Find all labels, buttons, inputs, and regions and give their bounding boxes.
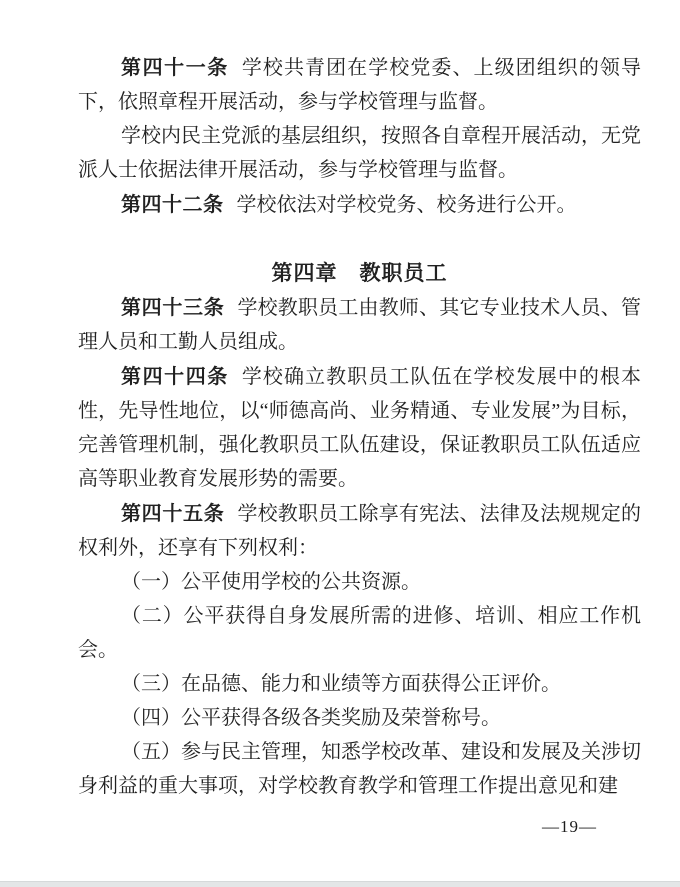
article-45-item-2: （二）公平获得自身发展所需的进修、培训、相应工作机会。 — [78, 605, 641, 661]
chapter-4-heading: 第四章 教职员工 — [271, 261, 448, 285]
article-43-number: 第四十三条 — [121, 295, 225, 319]
article-43-text: 学校教职员工由教师、其它专业技术人员、管理人员和工勤人员组成。 — [78, 297, 641, 353]
article-41-number: 第四十一条 — [121, 55, 229, 79]
article-41-subparagraph: 学校内民主党派的基层组织，按照各自章程开展活动，无党派人士依据法律开展活动，参与学校管理与监督。 — [78, 125, 641, 181]
article-41-paragraph — [78, 50, 641, 119]
article-45-text: 学校教职员工除享有宪法、法律及法规规定的权利外，还享有下列权利： — [78, 503, 641, 559]
article-45-item-4: （四）公平获得各级各类奖励及荣誉称号。 — [121, 707, 501, 729]
article-45-item-5: （五）参与民主管理，知悉学校改革、建设和发展及关涉切身利益的重大事项，对学校教育教学和管理工作提出意见和建 — [78, 741, 641, 797]
article-44-number: 第四十四条 — [121, 364, 229, 388]
article-45-item-3: （三）在品德、能力和业绩等方面获得公正评价。 — [121, 673, 561, 695]
article-44-text: 学校确立教职员工队伍在学校发展中的根本性，先导性地位，以“师德高尚、业务精通、专业发展”为目标，完善管理机制，强化教职员工队伍建设，保证教职员工队伍适应高等职业教育发展形势的需要。 — [78, 366, 642, 490]
article-42-text: 学校依法对学校党务、校务进行公开。 — [236, 194, 577, 216]
article-43-paragraph — [78, 290, 641, 359]
article-45-item-1: （一）公平使用学校的公共资源。 — [121, 571, 421, 593]
page-bottom-edge — [0, 881, 680, 887]
page-number: —19— — [542, 817, 597, 836]
article-45-number: 第四十五条 — [121, 501, 225, 525]
article-45-paragraph — [78, 496, 641, 565]
article-44-paragraph — [78, 359, 641, 496]
page-content — [78, 50, 641, 839]
article-41-text: 学校共青团在学校党委、上级团组织的领导下，依照章程开展活动，参与学校管理与监督。 — [78, 57, 642, 113]
article-42-paragraph — [78, 187, 641, 222]
article-42-number: 第四十二条 — [121, 192, 224, 216]
